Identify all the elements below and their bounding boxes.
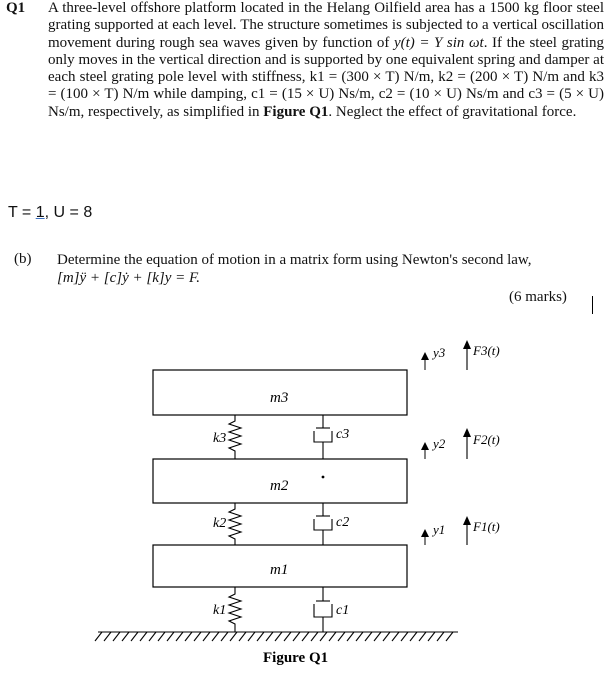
damping-c2: c2 = (10 × U) Ns/m: [378, 86, 499, 103]
oscillation-function: y(t) = Y sin ωt: [393, 34, 484, 51]
ground-hatch-line: [248, 632, 255, 641]
ground-hatch-line: [221, 632, 228, 641]
marks-label: (6 marks): [509, 289, 567, 305]
mass-3-label: m3: [270, 390, 289, 406]
ground-hatch-line: [428, 632, 435, 641]
text-cursor: [592, 296, 593, 314]
ground-hatch-line: [104, 632, 111, 641]
damping-c3: c3 = (5 × U) Ns/m: [48, 86, 605, 120]
ground-hatch-line: [437, 632, 444, 641]
damper-c1: [314, 587, 332, 632]
ground-hatch-line: [230, 632, 237, 641]
force-f3-arrow: [463, 340, 471, 370]
ground-hatch-line: [167, 632, 174, 641]
ground-hatch-line: [257, 632, 264, 641]
damper-c3: [314, 415, 332, 459]
mass-2-block: [153, 459, 407, 503]
ground-hatch-line: [284, 632, 291, 641]
ground-hatch-line: [383, 632, 390, 641]
spring-k1-label: k1: [213, 603, 227, 618]
ground-hatch-line: [239, 632, 246, 641]
ground-hatch-line: [401, 632, 408, 641]
ground-hatch-line: [131, 632, 138, 641]
ground-hatch-line: [374, 632, 381, 641]
ground-hatch-line: [320, 632, 327, 641]
ground-hatch-line: [95, 632, 102, 641]
u-value: 8: [83, 204, 93, 221]
ground-hatch-line: [149, 632, 156, 641]
stiffness-k2: k2 = (200 × T) N/m: [438, 69, 560, 86]
ground-hatch-line: [176, 632, 183, 641]
question-number: Q1: [6, 0, 26, 16]
ground-hatch-line: [203, 632, 210, 641]
damper-c2: [314, 503, 332, 545]
force-f2-arrow: [463, 428, 471, 459]
part-b-text: Determine the equation of motion in a matrix form using Newton's second law, [m]ÿ + [c]ẏ + [k]y = F.: [57, 252, 532, 286]
parameter-values: T = 1, U = 8: [8, 204, 93, 221]
spring-k3-label: k3: [213, 431, 227, 446]
displacement-y3-arrow: [421, 352, 429, 370]
figure-caption: Figure Q1: [263, 650, 329, 666]
mass-1-label: m1: [270, 562, 289, 578]
force-f3-label: F3(t): [473, 343, 500, 358]
damping-c1: c1 = (15 × U) Ns/m: [251, 86, 371, 103]
damper-c3-label: c3: [336, 427, 350, 442]
ground-hatch-line: [194, 632, 201, 641]
figure-q1: [0, 330, 615, 678]
ground-hatch-line: [275, 632, 282, 641]
ground-hatch-line: [266, 632, 273, 641]
displacement-y2-label: y2: [433, 436, 446, 451]
displacement-y3-label: y3: [433, 345, 446, 360]
displacement-y2-arrow: [421, 442, 429, 459]
ground-hatch-line: [122, 632, 129, 641]
displacement-y1-arrow: [421, 529, 429, 545]
stiffness-k1: k1 = (300 × T) N/m: [309, 69, 431, 86]
stiffness-k3: k3 = (100 × T) N/m: [48, 69, 604, 103]
damper-c2-label: c2: [336, 515, 350, 530]
figure-reference: Figure Q1: [263, 103, 329, 120]
force-f1-label: F1(t): [473, 519, 500, 534]
equation-of-motion: [m]ÿ + [c]ẏ + [k]y = F.: [57, 270, 200, 286]
ground-hatch-line: [410, 632, 417, 641]
part-b-label: (b): [14, 251, 32, 267]
ground-hatch-line: [365, 632, 372, 641]
spring-k3: [229, 415, 241, 459]
ground-hatch-line: [356, 632, 363, 641]
ground-hatch-line: [158, 632, 165, 641]
ground-hatch-line: [113, 632, 120, 641]
ground-hatch-line: [419, 632, 426, 641]
displacement-y1-label: y1: [433, 522, 446, 537]
ground-hatch-line: [329, 632, 336, 641]
force-f1-arrow: [463, 516, 471, 545]
ground-hatch-line: [212, 632, 219, 641]
ground-hatch-line: [392, 632, 399, 641]
ground-hatch-line: [347, 632, 354, 641]
ground-hatch-line: [185, 632, 192, 641]
t-value: 1: [35, 204, 45, 221]
mass-1-block: [153, 545, 407, 587]
damper-c1-label: c1: [336, 603, 350, 618]
ground-hatch-line: [338, 632, 345, 641]
force-f2-label: F2(t): [473, 432, 500, 447]
question-text: A three-level offshore platform located in the Helang Oilfield area has a 1500 kg floor steel grating supported at each level. The structure sometimes is subjected to a vertical oscillation movement during rough sea waves given by function of y(t) = Y sin ωt. If the steel grating only moves in the vertical direction and is supported by one equivalent spring and damper at each steel grating pole level with stiffness, k1 = (300 × T) N/m, k2 = (200 × T) N/m and k3 = (100 × T) N/m while damping, c1 = (15 × U) Ns/m, c2 = (10 × U) Ns/m and c3 = (5 × U) Ns/m, respectively, as simplified in Figure Q1. Neglect the effect of gravitational force.: [48, 0, 605, 120]
ground-hatch-line: [302, 632, 309, 641]
ground: [95, 632, 458, 641]
spring-k1: [229, 587, 241, 632]
ground-hatch-line: [293, 632, 300, 641]
mass-2-label: m2: [270, 478, 289, 494]
spring-k2-label: k2: [213, 516, 227, 531]
mass-3-block: [153, 370, 407, 415]
ground-hatch-line: [446, 632, 453, 641]
spring-k2: [229, 503, 241, 545]
ground-hatch-line: [311, 632, 318, 641]
ground-hatch-line: [140, 632, 147, 641]
